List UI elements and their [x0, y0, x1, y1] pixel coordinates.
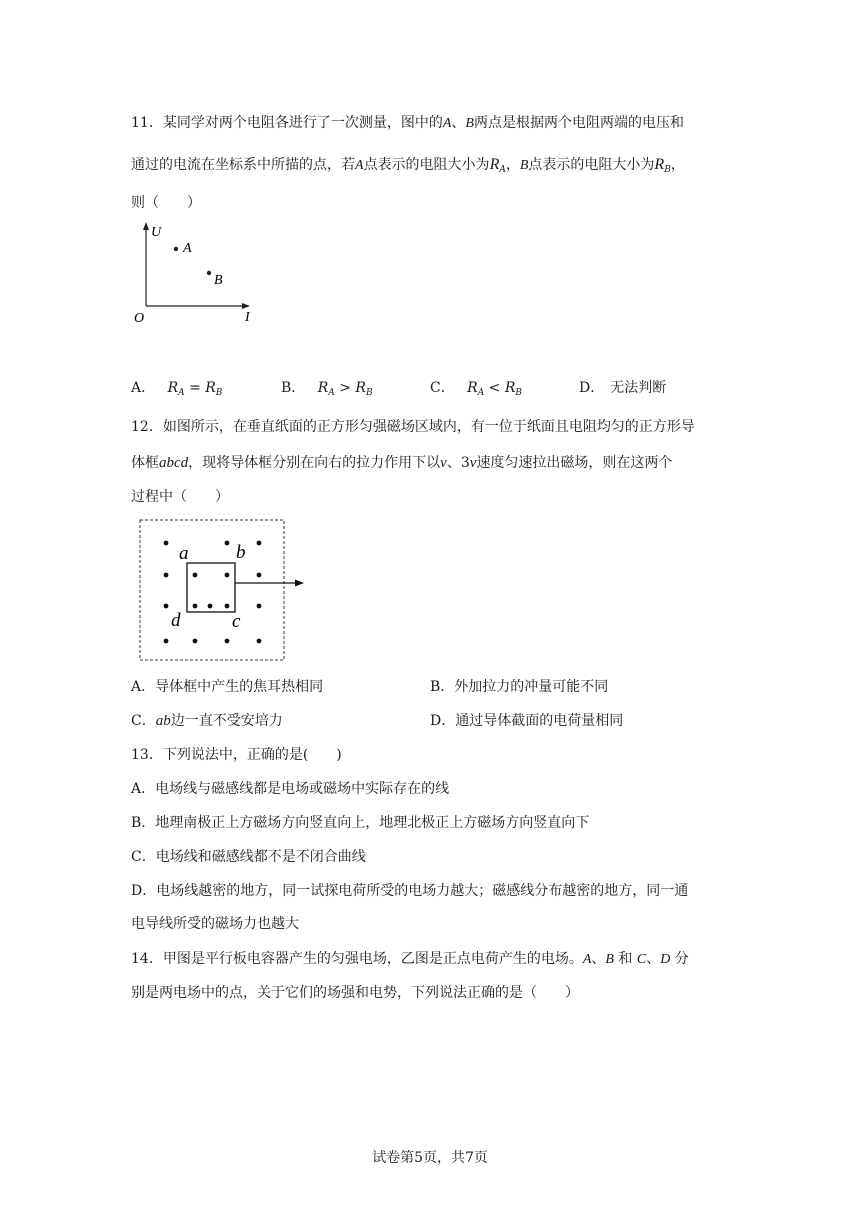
q11-text: ， [505, 157, 520, 173]
q11-text: 点表示的电阻大小为 [528, 157, 655, 173]
q11-text: ， [670, 157, 685, 173]
point-a-label: A [183, 241, 192, 256]
q12-text: 、3 [446, 455, 470, 471]
q13-option-b[interactable]: B．地理南极正上方磁场方向竖直向上，地理北极正上方磁场方向竖直向下 [131, 815, 590, 831]
q13-option-c[interactable]: C．电场线和磁感线都不是不闭合曲线 [131, 849, 366, 865]
q11-ra-symbol: R [489, 156, 500, 173]
q14-point-c-ref: C [636, 952, 647, 967]
q12-stem-line2 [131, 452, 672, 472]
q12-text: ，现将导体框分别在向右的拉力作用下以 [188, 455, 441, 471]
q14-sep: 、 [591, 951, 606, 967]
frame-label-d: d [171, 610, 181, 631]
q14-text: 分 [670, 951, 689, 967]
frame-label-a: a [179, 543, 189, 564]
point-b-label: B [214, 273, 223, 288]
q14-text: 和 [613, 951, 637, 967]
q14-text: 14．甲图是平行板电容器产生的匀强电场，乙图是正点电荷产生的电场。 [131, 951, 583, 967]
page-footer: 试卷第5页，共7页 [372, 1150, 488, 1166]
y-axis-arrow-icon [143, 222, 149, 230]
q13-option-d-line1[interactable]: D．电场线越密的地方，同一试探电荷所受的电场力越大；磁感线分布越密的地方，同一通 [131, 883, 689, 899]
q14-point-b-ref: B [605, 952, 614, 967]
q12-magnetic-field-figure [138, 518, 310, 664]
q11-option-b-formula: $R_A > R_B$ [317, 380, 373, 398]
y-axis-label: U [151, 225, 162, 240]
frame-label-b: b [236, 542, 246, 563]
option-text: 无法判断 [610, 380, 667, 396]
q11-option-a-formula: $R_A = R_B$ [167, 380, 223, 398]
q11-stem-line1 [131, 112, 684, 132]
point-a-dot [174, 247, 178, 251]
q11-text: 两点是根据两个电阻两端的电压和 [473, 115, 684, 131]
x-axis-label: I [245, 310, 250, 325]
q11-stem-line3: 则（ ） [131, 195, 201, 211]
q12-option-d[interactable]: D．通过导体截面的电荷量相同 [430, 713, 624, 729]
point-b-dot [207, 271, 211, 275]
q11-point-a-ref: A [355, 158, 364, 173]
option-label: C． [430, 380, 455, 396]
q11-text: 通过的电流在坐标系中所描的点，若 [131, 157, 355, 173]
q11-option-b[interactable] [281, 377, 373, 398]
q14-point-a-ref: A [582, 952, 592, 967]
q13-stem: 13．下列说法中，正确的是( ) [131, 747, 342, 763]
q12-abcd-ref: abcd [159, 455, 189, 471]
q12-text: 速度匀速拉出磁场，则在这两个 [476, 455, 673, 471]
arrow-right-icon [295, 580, 304, 587]
q12-v-ref: v [469, 455, 477, 471]
q11-option-c-formula: $R_A < R_B$ [467, 380, 523, 398]
q11-sep: 、 [451, 115, 466, 131]
q11-stem-line2 [131, 154, 685, 175]
q12-option-a[interactable]: A．导体框中产生的焦耳热相同 [131, 679, 324, 695]
q11-text: 点表示的电阻大小为 [363, 157, 490, 173]
q12-option-b[interactable]: B．外加拉力的冲量可能不同 [430, 679, 609, 695]
q11-point-a-ref: A [442, 116, 452, 131]
q11-option-c[interactable] [430, 377, 522, 398]
q11-ra-sub: A [499, 165, 506, 175]
q14-stem-line1 [131, 948, 689, 968]
q11-option-d[interactable] [579, 377, 666, 397]
q11-rb-sub: B [664, 165, 671, 175]
q14-point-d-ref: D [660, 952, 671, 967]
q11-rb-symbol: R [654, 156, 665, 173]
x-axis-arrow-icon [242, 303, 250, 309]
origin-label: O [134, 311, 145, 326]
option-label: B． [281, 380, 306, 396]
option-label: C． [131, 713, 156, 729]
q11-option-a[interactable] [131, 377, 222, 398]
q13-option-a[interactable]: A．电场线与磁感线都是电场或磁场中实际存在的线 [131, 781, 450, 797]
q12-ab-ref: ab [155, 713, 171, 729]
frame-label-c: c [232, 611, 241, 632]
option-text: 边一直不受安培力 [170, 713, 283, 729]
q11-point-b-ref: B [465, 116, 474, 131]
q12-option-c[interactable] [131, 710, 283, 730]
q12-text: 体框 [131, 455, 159, 471]
q13-option-d-line2[interactable]: 电导线所受的磁场力也越大 [131, 916, 299, 932]
q12-v-ref: v [440, 455, 447, 471]
q12-stem-line1: 12．如图所示，在垂直纸面的正方形匀强磁场区域内，有一位于纸面且电阻均匀的正方形导 [131, 419, 695, 435]
q11-point-b-ref: B [519, 158, 529, 173]
option-label: A． [131, 380, 156, 396]
q12-stem-line3: 过程中（ ） [131, 489, 229, 505]
option-label: D． [579, 380, 605, 396]
q14-sep: 、 [646, 951, 661, 967]
field-region-border [140, 520, 284, 660]
q14-stem-line2: 别是两电场中的点，关于它们的场强和电势，下列说法正确的是（ ） [131, 985, 579, 1001]
q11-ui-graph [128, 218, 268, 330]
q11-text: 11．某同学对两个电阻各进行了一次测量，图中的 [131, 115, 443, 131]
